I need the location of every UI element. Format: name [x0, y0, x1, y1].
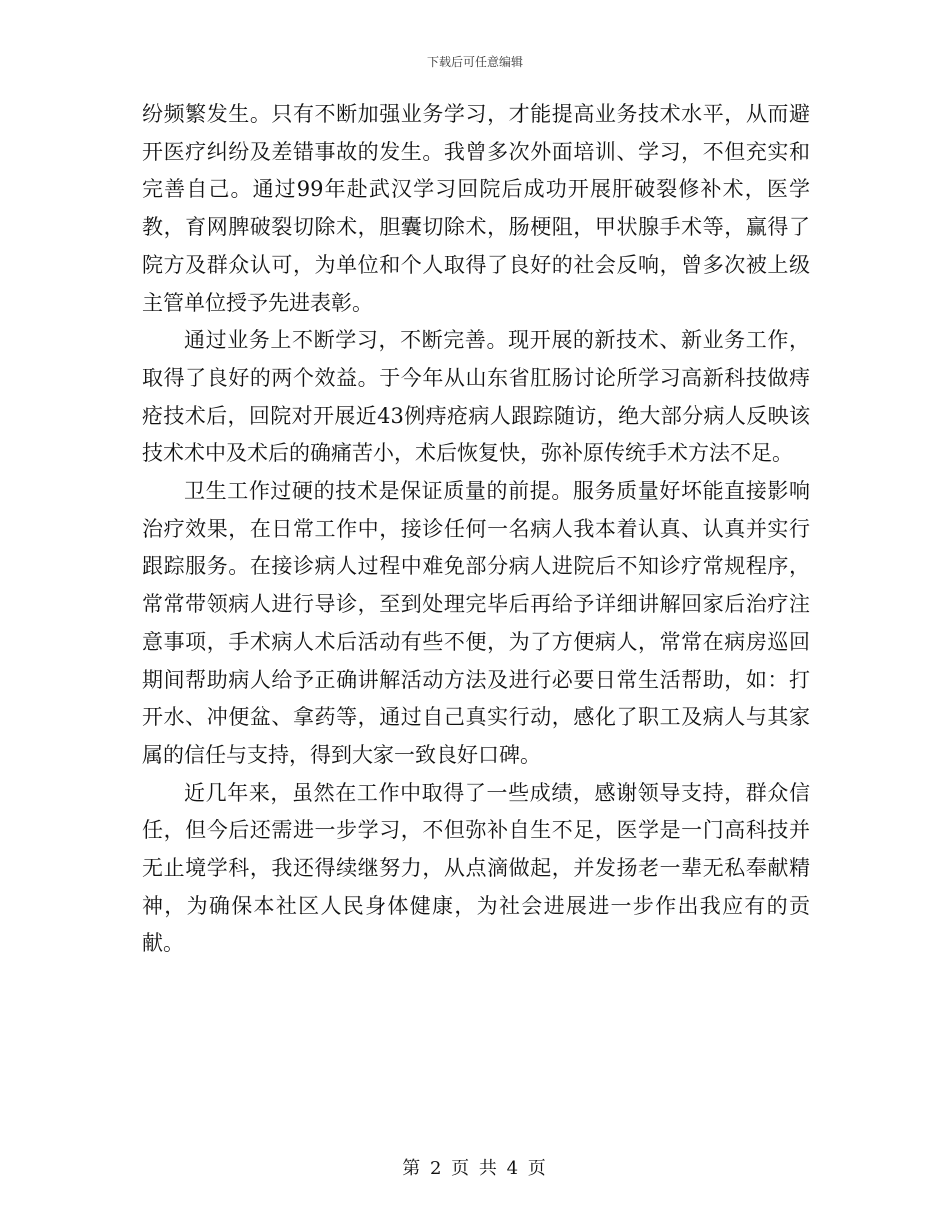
document-body [142, 96, 810, 963]
page-header: 下载后可任意编辑 [426, 55, 523, 69]
page-number-footer: 第 2 页 共 4 页 [402, 1158, 548, 1179]
paragraph-4: 近几年来，虽然在工作中取得了一些成绩，感谢领导支持，群众信任，但今后还需进一步学习，不但弥补自生不足，医学是一门高科技并无止境学科，我还得续继努力，从点滴做起，并发扬老一辈无私奉献精神，为确保本社区人民身体健康，为社会进展进一步作出我应有的贡献。 [142, 780, 810, 956]
paragraph-3: 卫生工作过硬的技术是保证质量的前提。服务质量好坏能直接影响治疗效果，在日常工作中，接诊任何一名病人我本着认真、认真并实行跟踪服务。在接诊病人过程中难免部分病人进院后不知诊疗常规程序，常常带领病人进行导诊，至到处理完毕后再给予详细讲解回家后治疗注意事项，手术病人术后活动有些不便，为了方便病人，常常在病房巡回期间帮助病人给予正确讲解活动方法及进行必要日常生活帮助，如：打开水、冲便盆、拿药等，通过自己真实行动，感化了职工及病人与其家属的信任与支持，得到大家一致良好口碑。 [142, 479, 810, 767]
paragraph-2: 通过业务上不断学习，不断完善。现开展的新技术、新业务工作，取得了良好的两个效益。于今年从山东省肛肠讨论所学习高新科技做痔疮技术后，回院对开展近43例痔疮病人跟踪随访，绝大部分病人反映该技术术中及术后的确痛苦小，术后恢复快，弥补原传统手术方法不足。 [142, 328, 810, 466]
paragraph-1: 纷频繁发生。只有不断加强业务学习，才能提高业务技术水平，从而避开医疗纠纷及差错事故的发生。我曾多次外面培训、学习，不但充实和完善自己。通过99年赴武汉学习回院后成功开展肝破裂修补术，医学教，育网脾破裂切除术，胆囊切除术，肠梗阻，甲状腺手术等，赢得了院方及群众认可，为单位和个人取得了良好的社会反响，曾多次被上级主管单位授予先进表彰。 [142, 102, 810, 315]
